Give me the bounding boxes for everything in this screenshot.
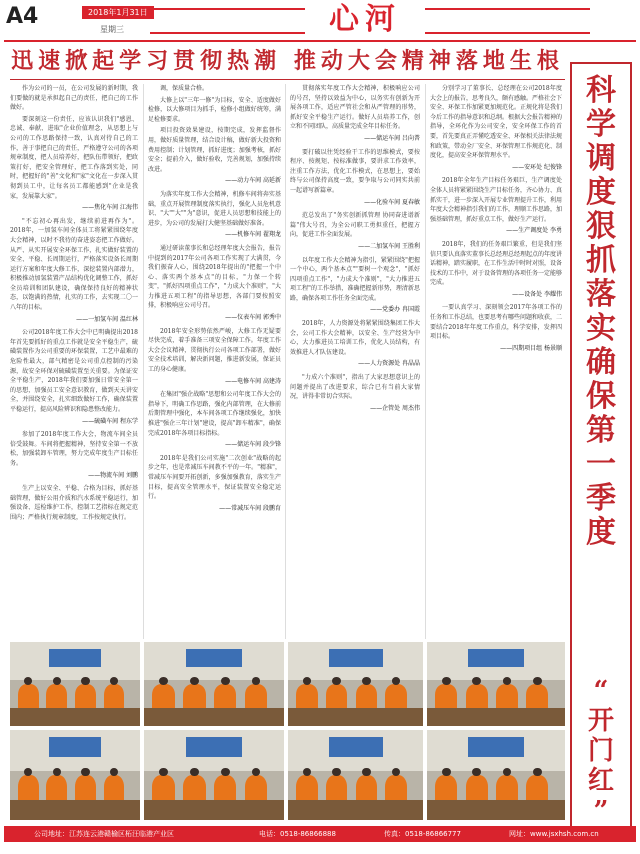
paragraph: 要深刻这一份责任，应该认识我们"感恩、忠诚、奉献、进取"企业价值理念，从思想上与公司的工作思路保持一致，认真对待自己的工作，善于事把自己的责任，严格遵守公司的各项规章制度，把人员培养好，把队伍带领好，把政策打好，把安全管理好，把工作落到实处，同时，把握好的"善"文化和"家"文化在一步深入贯彻到员工中，让每名员工都能感到"企业是我家，发展靠大家"。 xyxy=(10,115,138,200)
byline: ——二加氢车间 王胜利 xyxy=(358,242,420,250)
page-headline: 迅速掀起学习贯彻热潮 推动大会精神落地生根 xyxy=(11,48,564,74)
paragraph: 以年度工作大会精神为指引，紧紧围绕"把握一个中心，两个基本点""要树一个观念"，"抓好四项重点工作"，"力成大个准则"，"大力推进五项工程"的工作举措，准确把握新形势，理清新思路，确保各项工作任务全面完成。 xyxy=(290,256,420,302)
article-column-1 xyxy=(10,84,138,639)
byline: ——硫磺车间 程东学 xyxy=(82,417,138,425)
vertical-slogan-banner xyxy=(570,62,632,842)
paragraph: 分别学习了董事长、总经理在公司2018年度大会上的报告，思考良久，颇有感触。严格社会下安全、环保工作加紧更加规范化。正规化将是我们今后工作的指导意识和总纲。根据大会报告精神的指导，全环化作为公司安全，安全环保工作的首要，首先要真正弄懂吃透安全、环保相关法律法规和政策，带动全厂安全、环保管理工作规范化、制度化，提高安全环保管理水平。 xyxy=(430,85,562,160)
byline: ——储运车间 吕向普 xyxy=(364,134,420,142)
footer-phone: 电话：0518-86866888 xyxy=(259,830,336,838)
paragraph: 作为公司的一员，在公司发展的新时期，我们要做的就是承担起自己的责任，把自己的工作做好。 xyxy=(10,85,138,112)
paragraph: 2018年，人力资源处将紧紧围绕集团工作大会，公司工作大会精神，以安全、生产经营为中心，大力推进员工培训工作，优化人员结构，有效推进人才队伍建设。 xyxy=(290,320,420,356)
byline: ——安环处 纪俊锋 xyxy=(512,163,562,171)
meeting-photo xyxy=(144,730,284,820)
byline: ——常减压车间 段鹏育 xyxy=(219,504,281,512)
banner-title xyxy=(572,74,630,550)
byline: ——物流车间 刘鹏 xyxy=(88,471,138,479)
byline: ——焦化车间 江海伟 xyxy=(82,204,138,212)
paragraph: "力成六个准则"，指出了大家思想意识上的问题并提出了改进要求，综合已有当前大家情况，讲得非常切合实际。 xyxy=(290,374,420,401)
footer-bar xyxy=(4,826,636,842)
issue-date: 2018年1月31日 xyxy=(82,6,154,19)
banner-char: 第 xyxy=(586,413,616,448)
footer-fax: 传真：0518-86866777 xyxy=(384,830,461,838)
meeting-photo xyxy=(427,730,565,820)
meeting-photo xyxy=(288,730,423,820)
byline: ——企管处 周杰伟 xyxy=(370,404,420,412)
paragraph: 通过研读董事长和总经理年度大会报告，报告中提到的2017年公司各项工作实现了大满贯，今我们振奋人心，围绕2018年提出的"把握一个中心、落实两个基本点"的目标，"力保一个转变"，"抓好四项重点工作"，"力成大个准则"，"大力推进五项工程"的指导思想，各部门要按照安排，积极响应公司号召。 xyxy=(148,244,281,310)
article-column-4 xyxy=(430,84,562,639)
meeting-photo xyxy=(427,642,565,726)
byline: ——机修车间 翟翔龙 xyxy=(225,231,281,239)
article-column-3 xyxy=(290,84,420,639)
banner-char: 保 xyxy=(586,379,616,414)
article-column-2 xyxy=(148,84,281,639)
page-number: A4 xyxy=(6,4,39,29)
masthead xyxy=(0,0,640,42)
meeting-photo xyxy=(10,642,140,726)
byline: ——党委办 冉国霞 xyxy=(370,306,420,314)
brand-logo: 心河 xyxy=(305,0,425,40)
paragraph: 2018年，我们的任务艰巨繁重，但是我们坚信只要认真落实董事长总经理总经理起点的年度讲话精神，踏实履职，在工作生活中时时对照，设备技术的工作中，对于设备管理的各项任务一定能够完成。 xyxy=(430,240,562,287)
banner-char: 门 xyxy=(587,736,614,766)
banner-char: 科 xyxy=(586,73,616,108)
banner-char: 季 xyxy=(586,481,616,516)
banner-char: 狠 xyxy=(586,209,616,244)
headline-rule xyxy=(10,79,565,80)
byline: ——化验车间 夏春敏 xyxy=(364,198,420,206)
byline: ——电修车间 高建涛 xyxy=(225,377,281,385)
paragraph: 参加了2018年度工作大会，物流车间全员倍受鼓舞。车间将把握精神，坚持安全第一不放松，加强装卸车管理，努力完成年度生产目标任务。 xyxy=(10,431,138,467)
paragraph: "不忘初心再出发，继续前进再作为"。2018年，一加氢车间全体员工将紧紧围绕年度大会精神，以时不我待的奋进姿态把工作做好。从严、从实开展安全环保工作，扎实做好装置的安全、平稳、长周期运行，严格落实设备长周期运行方案和年度大修工作，深挖装置内部潜力，积极推动加氢装置产品结构优化调整工作，抓好全员培训和团队建设，确保保持良好的精神状态，以饱满的热情，扎实的工作，去实现二〇一八年的目标。 xyxy=(10,217,138,312)
meeting-photo xyxy=(144,642,284,726)
paragraph: 贯彻落实年度工作大会精神，积极响应公司的号召，坚持以效益为中心，以务实有创新为开展各项工作，适应严管社会和从严管理的形势，抓好安全平稳生产运行。做好人员培养工作，创立和不同团队，高质量完成全年目标任务。 xyxy=(290,85,420,131)
paragraph: 大修上以"三年一修"为目标，安全、适度做好检修，以大修项目为抓手，检修小组做好统筹，满足检修要求。 xyxy=(148,96,281,123)
byline: ——设备处 李耀伟 xyxy=(512,290,562,298)
banner-char: 落 xyxy=(586,277,616,312)
column-divider xyxy=(143,84,144,639)
column-divider xyxy=(425,84,426,639)
masthead-rule xyxy=(4,40,636,42)
issue-weekday: 星期三 xyxy=(100,25,124,34)
banner-char: 确 xyxy=(586,345,616,380)
paragraph: 2018年是我们公司实施"二次创业"战略的起步之年，也是常减压车间教不平的一年。"精准"，常减压车间要开拓创新，多强加强教育，落实生产目标，提高安全管理水平，保证装置安全稳定运行。 xyxy=(148,454,281,501)
byline: ——储运车间 段少锋 xyxy=(225,441,281,449)
paragraph: 调，保质量合格。 xyxy=(160,85,209,92)
byline: ——生产调度处 李勇 xyxy=(506,227,562,235)
banner-char: 抓 xyxy=(586,243,616,278)
column-divider xyxy=(285,84,286,639)
meeting-photo xyxy=(288,642,423,726)
byline: ——仪表车间 郭秀中 xyxy=(225,314,281,322)
banner-char: 一 xyxy=(586,447,616,482)
banner-char: 度 xyxy=(586,175,616,210)
paragraph: 生产上以安全、平稳、合格为目标，抓好基础管理，做好公用介质和汽水系统平稳运行，加强设备、巡检维护工作，控制工艺指标在规定范围内；严格执行规章制度，工作按规定执行。 xyxy=(10,485,138,521)
paragraph: 为落实年度工作大会精神，机修车间将奔实基础，重点开展管理制度落实执行，强化人员危机意识、"大""大""为"意识，促进人员思想和技能上的进步，为公司的发展打大健坚基础做好准备。 xyxy=(148,190,281,227)
paragraph: 2018年安全形势依然严峻，大修工作无疑要尽快完成，着手准备三项安全保障工作。年度工作大会会议精神，贯彻执行公司各项工作部署，做好安全技术培训，解决新问题，推进新发展，保证员工的身心健康。 xyxy=(148,327,281,374)
paragraph: 范总发出了"务实创新抓管理 协同奋进谱新篇"伟大号召，为全公司职工勇担重任，把握方向，促进工作全面发展。 xyxy=(290,212,420,239)
banner-char: 红 xyxy=(587,766,614,796)
byline: ——一加氢车间 温红林 xyxy=(76,315,138,323)
paragraph: 要打破以往凭经验干工作的思维模式，要按程序、按规矩、按标准做事，要讲求工作效率，注重工作方法，优化工作模式，在思想上，要始终与公司保持高度一致，要争取与公司同实共前一起谱写新篇章。 xyxy=(290,148,420,194)
paragraph: 一要认真学习、深刻领会2017年各项工作的任务和工作总结，也要思考有哪些问题和收获，二要结合2018年年度工作重点，科学安排，发挥四项目标。 xyxy=(430,304,562,341)
byline: ——动力车间 高延新 xyxy=(225,177,281,185)
paragraph: 2018年全年生产目标任务艰巨，生产调度处全体人员将紧紧围绕生产目标任务，齐心协力、真抓实干，进一步深入开展专业管理提升工作，利用年度大会精神指引我们的工作，理顺工作思路，加强基础管理，抓好重点工作，做好生产运行。 xyxy=(430,177,562,223)
paragraph: 在集团"强企战略"思想和公司年度工作大会的指导下，明确工作思路，强化内部管理，在大修前后期管理中强化，本车间各项工作继续强化，加快推进"强企三年计划"建设，提高"卸车精准"，确保完成2018年各项目标指标。 xyxy=(148,391,281,437)
banner-char: 调 xyxy=(586,141,616,176)
banner-slogan xyxy=(572,676,630,826)
photo-strip xyxy=(10,642,565,820)
byline: ——人力资源处 冉晶晶 xyxy=(358,360,420,368)
banner-char: 学 xyxy=(586,107,616,142)
banner-quote-close: ” xyxy=(593,796,609,826)
banner-char: 开 xyxy=(587,706,614,736)
footer-address: 公司地址：江苏连云港赣榆区柘汪临港产业区 xyxy=(34,830,174,838)
meeting-photo xyxy=(10,730,140,820)
byline: ——四期项目组 杨景顺 xyxy=(500,344,562,352)
banner-char: 实 xyxy=(586,311,616,346)
banner-char: 度 xyxy=(586,515,616,550)
footer-website: 网址：www.jsxhsh.com.cn xyxy=(509,830,599,838)
paragraph: 项目投资效果建设，按期完成，发挥监督作用，做好质量管理，结合设计稿，做好新大投资和费用控制；计划管理，抓好进度；加强考核，抓好安全；提前介入，做好验收，完善规划，加强持续改进。 xyxy=(148,127,281,173)
banner-quote-open: “ xyxy=(593,676,609,706)
paragraph: 公司2018年度工作大会中已明确提出2018年首先要抓好的重点工作就是安全平稳生产，硫磺装置作为公司重要的环保装置，工艺中最难的危险性最大，部气精密是公司重点控制的污染源，故安全环保对硫磺装置至关重要。为保证安全平稳生产，2018年我们要加强日常安全第一的思想，加强员工安全意识教育，做到天天讲安全，并围绕安全，扎实细致做好工作，确保装置平稳运行，提高风险辨识和隐患整改能力。 xyxy=(10,329,138,413)
